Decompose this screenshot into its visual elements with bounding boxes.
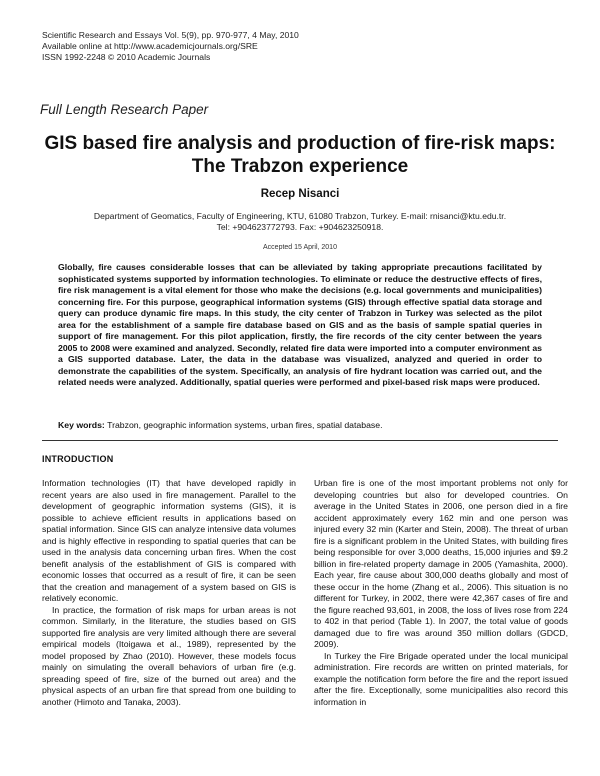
journal-header bbox=[42, 30, 299, 63]
paragraph: Information technologies (IT) that have developed rapidly in recent years are also used in fire management. Parallel to the development of geographic information systems (GIS), it is possible to achieve efficient results in applications based on spatial information. Since GIS can analyze intensive data volumes and is highly effective in responding to spatial queries that can be used in the analysis data concerning urban fires. When the cost benefit analysis of the establishment of GIS is compared with economic losses that occurred as a result of fire, it can be seen that the creation and management of a system based on GIS is relatively economic. bbox=[42, 478, 297, 603]
paper-title: GIS based fire analysis and production of fire-risk maps: The Trabzon experience bbox=[44, 133, 556, 177]
abstract: Globally, fire causes considerable losses that can be alleviated by taking appropriate precautions facilitated by sophisticated systems supported by information technologies. To eliminate or reduce the destructive effects of fires, fire risk management is a vital element for those who make the decisions (e.g. local governments and municipalities) concerning fire. For this purpose, geographical information systems (GIS) through effective spatial data storage and query can produce dynamic fire maps. In this study, the city center of Trabzon in Turkey was selected as the pilot area for the establishment of a sample fire database based on GIS and as the basis of sample spatial queries in support of fire management. For this pilot application, firstly, the fire records of the city center between the years 2005 to 2008 were examined and analyzed. Secondly, related fire data were imported into a computer environment as a GIS supported database. Later, the data in the database was visualized, analyzed and queried in order to demonstrate the capabilities of the system. Specifically, an analysis of fire hydrant location was carried out, and the related needs were analyzed. Additionally, spatial queries were performed and pixel-based risk maps were produced. bbox=[58, 262, 542, 387]
accepted-date: Accepted 15 April, 2010 bbox=[263, 244, 337, 251]
divider bbox=[42, 440, 558, 441]
journal-citation: Scientific Research and Essays Vol. 5(9), pp. 970-977, 4 May, 2010 bbox=[42, 30, 299, 40]
paragraph: In Turkey the Fire Brigade operated under the local municipal administration. Fire records are written on printed materials, for example the notification form before the fire and the report issued after the fire. Exceptionally, some municipalities also record this information in bbox=[314, 650, 568, 707]
affiliation-line-2: Tel: +904623772793. Fax: +904623250918. bbox=[216, 222, 384, 232]
keywords bbox=[58, 420, 542, 432]
author-name: Recep Nisanci bbox=[260, 188, 340, 200]
author-affiliation bbox=[50, 211, 550, 233]
paragraph: Urban fire is one of the most important problems not only for developing countries but also for developed countries. On average in the United States in 2006, one person died in a fire accident approximately every 162 min and one person was injured every 32 min (Karter and Stein, 2008). The threat of urban fire is a significant problem in the United States, with building fires being responsible for over 3,000 deaths, 15,000 injuries and $9.2 billion in fire-related property damage in 2005 (Yamashita, 2000). Each year, fire cause about 300,000 deaths globally and most of these occur in the home (Zhang et al., 2006). This situation is no different for Turkey, in 2002, there were 42,367 cases of fire and the figure reached 93,601, in 2008, the loss of lives rose from 224 to 402 in that period (Table 1). In 2007, the total value of goods damaged due to fire was around 350 million dollars (GDCD, 2009). bbox=[314, 478, 568, 649]
paragraph: In practice, the formation of risk maps for urban areas is not common. Similarly, in the literature, the studies based on GIS supported fire analysis are very limited although there are several empirical models (Itoigawa et al., 1989), represented by the model proposed by Zhao (2010). However, these models focus mainly on simulating the overall behaviors of urban fire (e.g. spreading speed of fire, size of the burned out area) and the physical aspects of an urban fire that spread from one building to another (Himoto and Tanaka, 2003). bbox=[42, 604, 296, 707]
keywords-label: Key words: bbox=[58, 420, 105, 430]
journal-issn: ISSN 1992-2248 © 2010 Academic Journals bbox=[42, 52, 211, 62]
affiliation-line-1: Department of Geomatics, Faculty of Engineering, KTU, 61080 Trabzon, Turkey. E-mail: rnisanci@ktu.edu.tr. bbox=[93, 211, 507, 221]
left-column bbox=[42, 478, 296, 708]
section-heading-introduction: INTRODUCTION bbox=[42, 454, 114, 464]
keywords-text: Trabzon, geographic information systems, urban fires, spatial database. bbox=[104, 420, 383, 430]
right-column bbox=[314, 478, 568, 708]
journal-url: Available online at http://www.academicjournals.org/SRE bbox=[42, 41, 258, 51]
paper-type: Full Length Research Paper bbox=[40, 102, 209, 117]
